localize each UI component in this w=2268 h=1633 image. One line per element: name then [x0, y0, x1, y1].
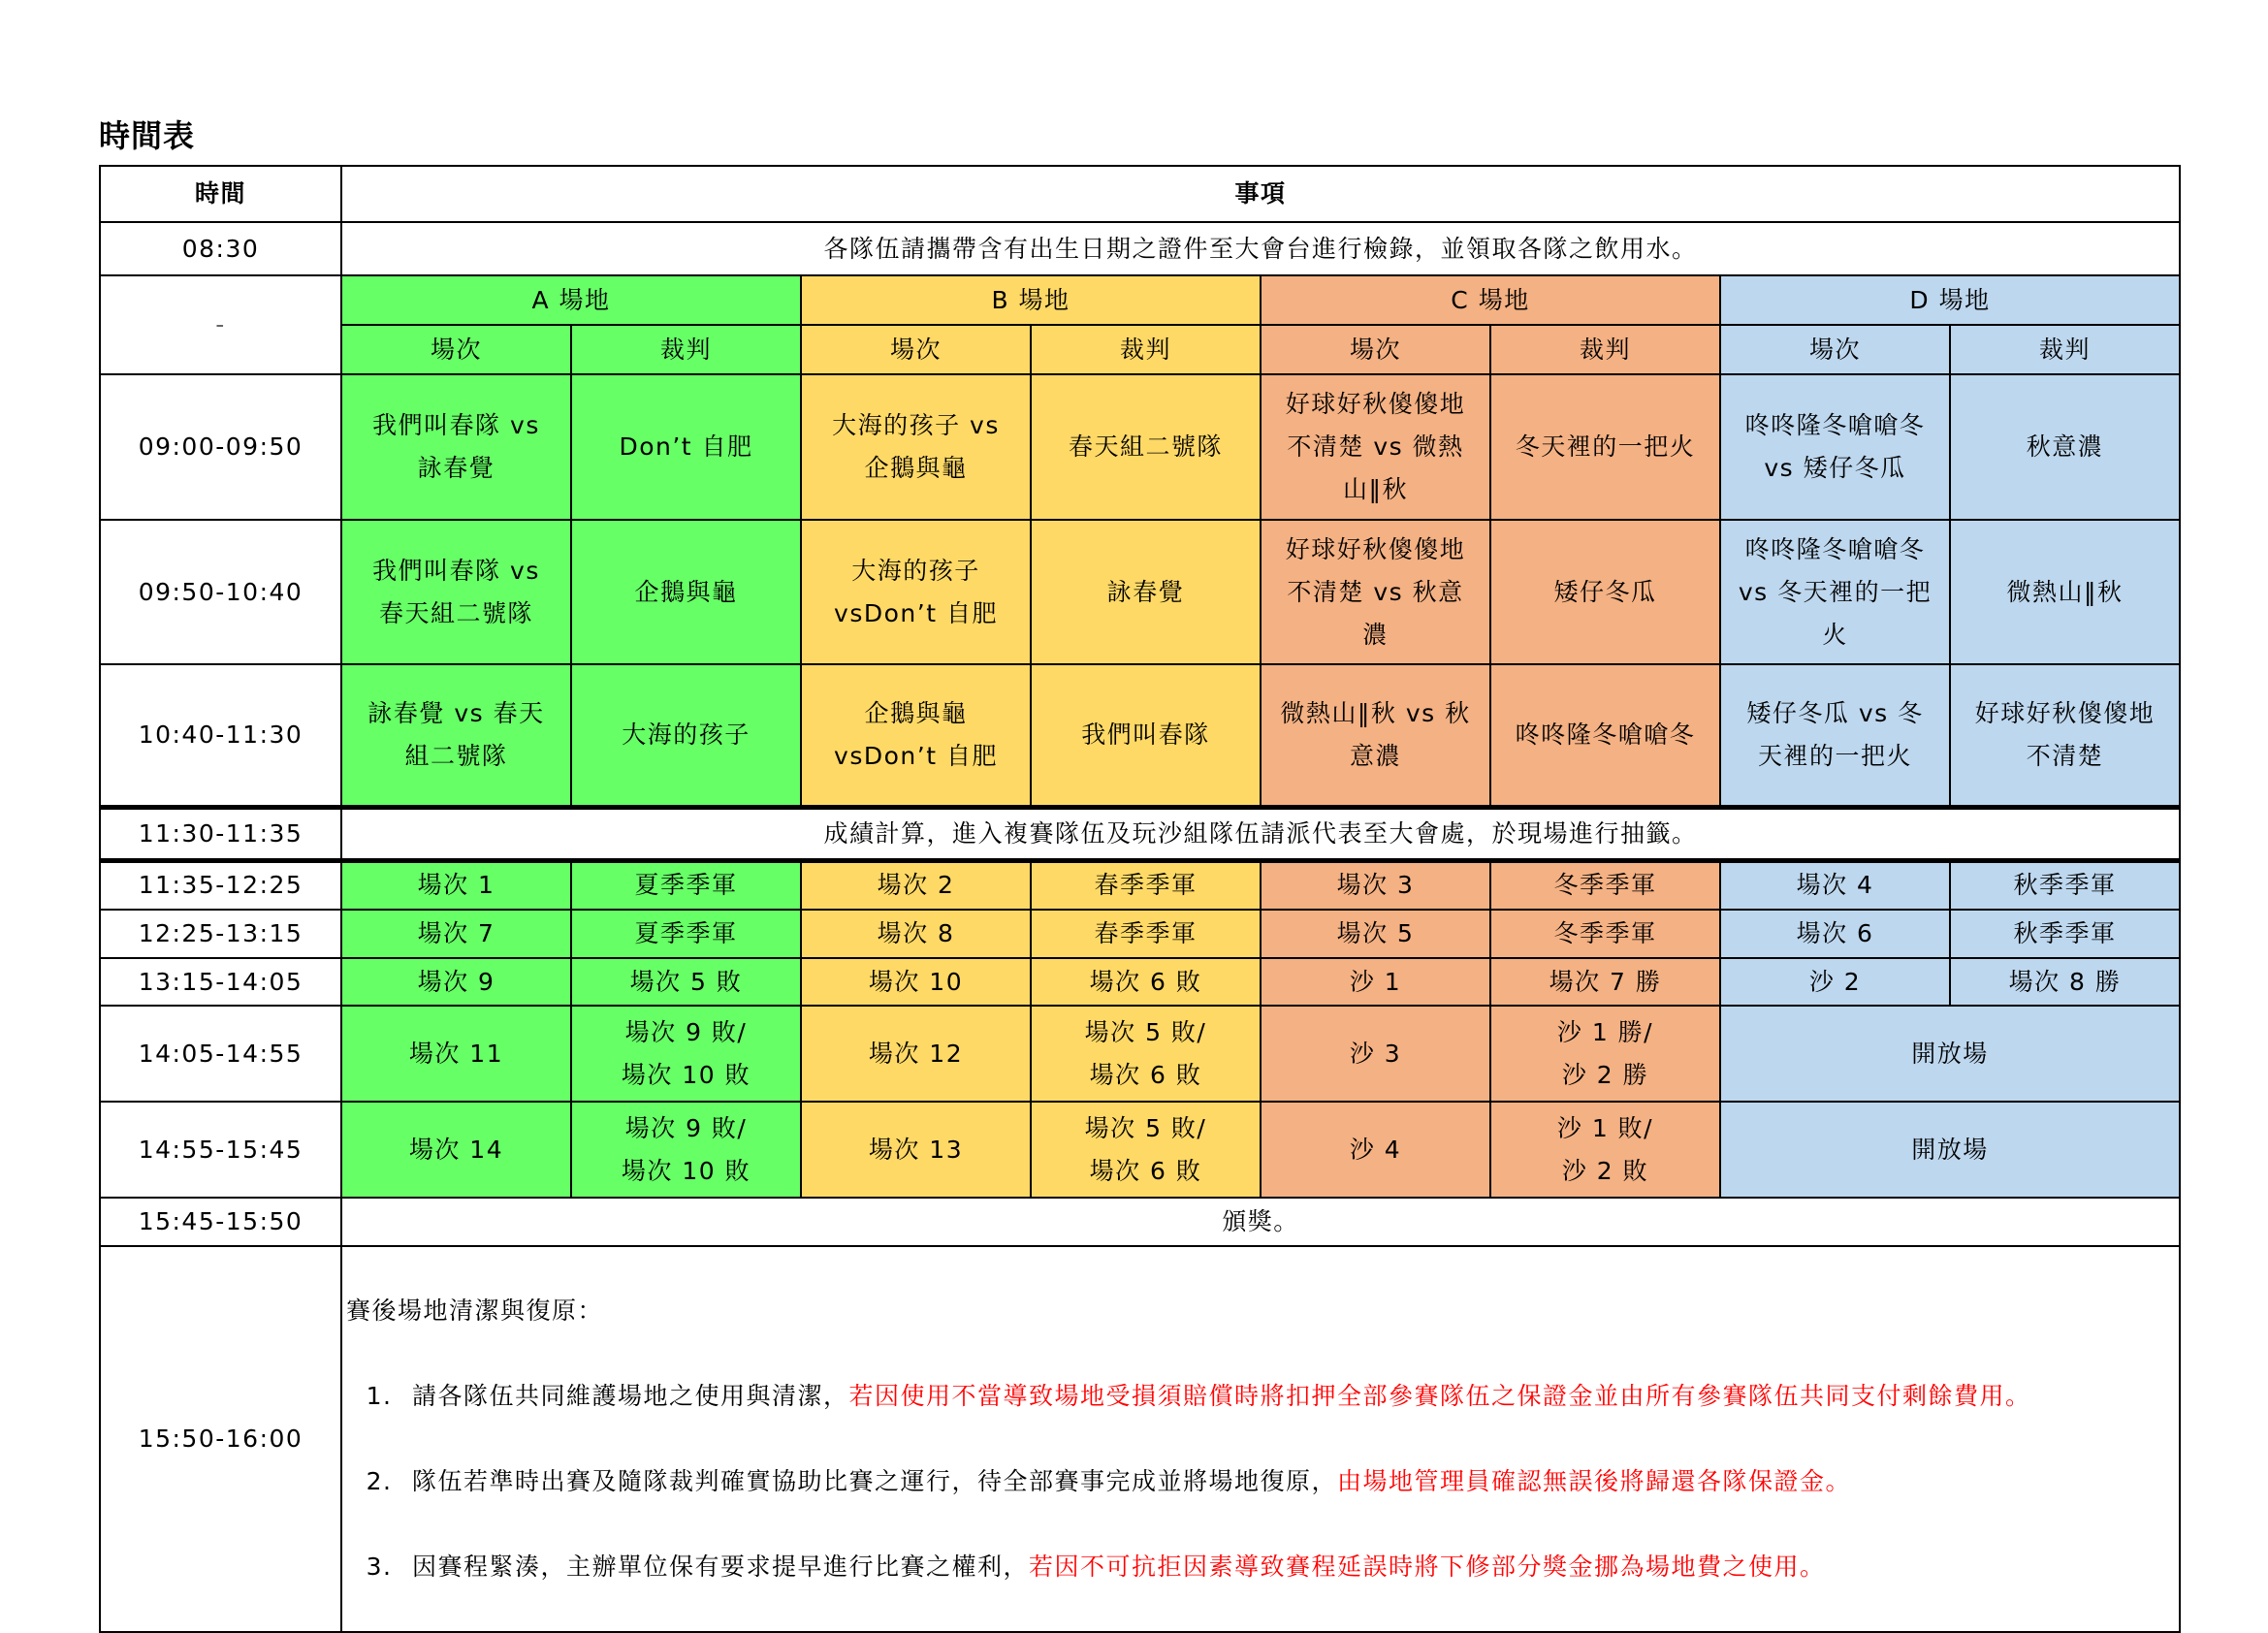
schedule-table [99, 165, 2181, 1633]
match-cell: 場次 11 [341, 1006, 571, 1102]
time-cell: 09:50-10:40 [100, 520, 341, 664]
time-cell: 15:45-15:50 [100, 1198, 341, 1246]
award-note: 頒獎。 [341, 1198, 2180, 1246]
time-cell: 13:15-14:05 [100, 958, 341, 1006]
time-cell: 08:30 [100, 222, 341, 275]
referee-cell: 場次 5 敗/ 場次 6 敗 [1031, 1102, 1261, 1198]
match-cell: 我們叫春隊 vs 詠春覺 [341, 374, 571, 520]
table-row [100, 664, 2180, 807]
time-cell: 10:40-11:30 [100, 664, 341, 807]
referee-cell: 微熱山‖秋 [1950, 520, 2180, 664]
referee-cell: 詠春覺 [1031, 520, 1261, 664]
match-cell: 微熱山‖秋 vs 秋 意濃 [1261, 664, 1490, 807]
referee-cell: 場次 6 敗 [1031, 958, 1261, 1006]
match-cell: 場次 2 [801, 860, 1031, 910]
open-field-cell: 開放場 [1720, 1102, 2180, 1198]
referee-cell: 場次 9 敗/ 場次 10 敗 [571, 1006, 801, 1102]
referee-cell: 夏季季軍 [571, 860, 801, 910]
cleanup-row [100, 1246, 2180, 1632]
match-cell: 沙 1 [1261, 958, 1490, 1006]
referee-cell: 春季季軍 [1031, 860, 1261, 910]
item-warning: 若因使用不當導致場地受損須賠償時將扣押全部參賽隊伍之保證金並由所有參賽隊伍共同支付剩餘費用。 [848, 1382, 2031, 1410]
header-row [100, 166, 2180, 222]
venue-d-header: D 場地 [1720, 275, 2180, 325]
referee-cell: 我們叫春隊 [1031, 664, 1261, 807]
item-number: 2. [366, 1467, 393, 1495]
referee-cell: Don’t 自肥 [571, 374, 801, 520]
referee-cell: 沙 1 敗/ 沙 2 敗 [1490, 1102, 1720, 1198]
draw-note: 成績計算，進入複賽隊伍及玩沙組隊伍請派代表至大會處，於現場進行抽籤。 [341, 807, 2180, 860]
referee-label: 裁判 [1950, 325, 2180, 374]
match-cell: 我們叫春隊 vs 春天組二號隊 [341, 520, 571, 664]
match-cell: 場次 1 [341, 860, 571, 910]
venue-b-header: B 場地 [801, 275, 1261, 325]
time-cell: 14:05-14:55 [100, 1006, 341, 1102]
time-cell: 15:50-16:00 [100, 1246, 341, 1632]
table-row [100, 1102, 2180, 1198]
match-cell: 企鵝與龜 vsDon’t 自肥 [801, 664, 1031, 807]
list-item [346, 1460, 2175, 1503]
match-cell: 沙 3 [1261, 1006, 1490, 1102]
item-warning: 若因不可抗拒因素導致賽程延誤時將下修部分獎金挪為場地費之使用。 [1029, 1553, 1826, 1581]
referee-cell: 沙 1 勝/ 沙 2 勝 [1490, 1006, 1720, 1102]
match-cell: 沙 4 [1261, 1102, 1490, 1198]
match-cell: 詠春覺 vs 春天 組二號隊 [341, 664, 571, 807]
referee-label: 裁判 [571, 325, 801, 374]
referee-cell: 場次 8 勝 [1950, 958, 2180, 1006]
time-cell: 11:35-12:25 [100, 860, 341, 910]
table-row [100, 958, 2180, 1006]
match-label: 場次 [1261, 325, 1490, 374]
match-cell: 咚咚隆冬嗆嗆冬 vs 冬天裡的一把 火 [1720, 520, 1950, 664]
table-row [100, 860, 2180, 910]
item-text-wrap [412, 1546, 1826, 1588]
match-cell: 場次 9 [341, 958, 571, 1006]
venue-header-row [100, 275, 2180, 325]
item-text-wrap [412, 1375, 2031, 1418]
time-cell: 14:55-15:45 [100, 1102, 341, 1198]
time-cell: 12:25-13:15 [100, 910, 341, 958]
referee-cell: 夏季季軍 [571, 910, 801, 958]
match-cell: 場次 13 [801, 1102, 1031, 1198]
referee-cell: 冬天裡的一把火 [1490, 374, 1720, 520]
time-cell: 11:30-11:35 [100, 807, 341, 860]
match-cell: 場次 10 [801, 958, 1031, 1006]
referee-cell: 場次 5 敗 [571, 958, 801, 1006]
venue-a-header: A 場地 [341, 275, 801, 325]
match-label: 場次 [1720, 325, 1950, 374]
match-label: 場次 [341, 325, 571, 374]
match-cell: 場次 5 [1261, 910, 1490, 958]
table-row [100, 1006, 2180, 1102]
time-cell: - [100, 275, 341, 374]
referee-cell: 場次 9 敗/ 場次 10 敗 [571, 1102, 801, 1198]
award-row [100, 1198, 2180, 1246]
checkin-row [100, 222, 2180, 275]
checkin-note: 各隊伍請攜帶含有出生日期之證件至大會台進行檢錄，並領取各隊之飲用水。 [341, 222, 2180, 275]
referee-cell: 大海的孩子 [571, 664, 801, 807]
table-row [100, 520, 2180, 664]
referee-cell: 秋意濃 [1950, 374, 2180, 520]
match-cell: 大海的孩子 vsDon’t 自肥 [801, 520, 1031, 664]
match-label: 場次 [801, 325, 1031, 374]
time-cell: 09:00-09:50 [100, 374, 341, 520]
venue-c-header: C 場地 [1261, 275, 1720, 325]
match-cell: 好球好秋傻傻地 不清楚 vs 秋意 濃 [1261, 520, 1490, 664]
open-field-cell: 開放場 [1720, 1006, 2180, 1102]
match-cell: 好球好秋傻傻地 不清楚 vs 微熱 山‖秋 [1261, 374, 1490, 520]
referee-cell: 冬季季軍 [1490, 860, 1720, 910]
item-header: 事項 [341, 166, 2180, 222]
match-cell: 大海的孩子 vs 企鵝與龜 [801, 374, 1031, 520]
draw-row [100, 807, 2180, 860]
referee-cell: 春季季軍 [1031, 910, 1261, 958]
match-cell: 場次 8 [801, 910, 1031, 958]
table-row [100, 910, 2180, 958]
item-text: 請各隊伍共同維護場地之使用與清潔， [412, 1382, 849, 1410]
match-cell: 咚咚隆冬嗆嗆冬 vs 矮仔冬瓜 [1720, 374, 1950, 520]
referee-cell: 秋季季軍 [1950, 910, 2180, 958]
referee-cell: 場次 7 勝 [1490, 958, 1720, 1006]
item-text: 隊伍若準時出賽及隨隊裁判確實協助比賽之運行，待全部賽事完成並將場地復原， [412, 1467, 1338, 1495]
item-number: 3. [366, 1553, 393, 1581]
item-number: 1. [366, 1382, 393, 1410]
time-header: 時間 [100, 166, 341, 222]
match-cell: 場次 3 [1261, 860, 1490, 910]
referee-cell: 企鵝與龜 [571, 520, 801, 664]
referee-cell: 咚咚隆冬嗆嗆冬 [1490, 664, 1720, 807]
match-cell: 場次 12 [801, 1006, 1031, 1102]
referee-cell: 好球好秋傻傻地 不清楚 [1950, 664, 2180, 807]
referee-cell: 秋季季軍 [1950, 860, 2180, 910]
referee-label: 裁判 [1031, 325, 1261, 374]
list-item [346, 1546, 2175, 1588]
table-row [100, 374, 2180, 520]
cleanup-notes [341, 1246, 2180, 1632]
referee-cell: 春天組二號隊 [1031, 374, 1261, 520]
referee-cell: 冬季季軍 [1490, 910, 1720, 958]
item-text: 因賽程緊湊，主辦單位保有要求提早進行比賽之權利， [412, 1553, 1030, 1581]
match-cell: 場次 4 [1720, 860, 1950, 910]
match-cell: 場次 7 [341, 910, 571, 958]
referee-cell: 矮仔冬瓜 [1490, 520, 1720, 664]
referee-cell: 場次 5 敗/ 場次 6 敗 [1031, 1006, 1261, 1102]
referee-label: 裁判 [1490, 325, 1720, 374]
item-warning: 由場地管理員確認無誤後將歸還各隊保證金。 [1337, 1467, 1852, 1495]
cleanup-heading: 賽後場地清潔與復原： [346, 1297, 604, 1325]
page-title: 時間表 [99, 117, 196, 154]
venue-subheader-row [100, 325, 2180, 374]
match-cell: 矮仔冬瓜 vs 冬 天裡的一把火 [1720, 664, 1950, 807]
match-cell: 沙 2 [1720, 958, 1950, 1006]
item-text-wrap [412, 1460, 1851, 1503]
match-cell: 場次 6 [1720, 910, 1950, 958]
list-item [346, 1375, 2175, 1418]
match-cell: 場次 14 [341, 1102, 571, 1198]
